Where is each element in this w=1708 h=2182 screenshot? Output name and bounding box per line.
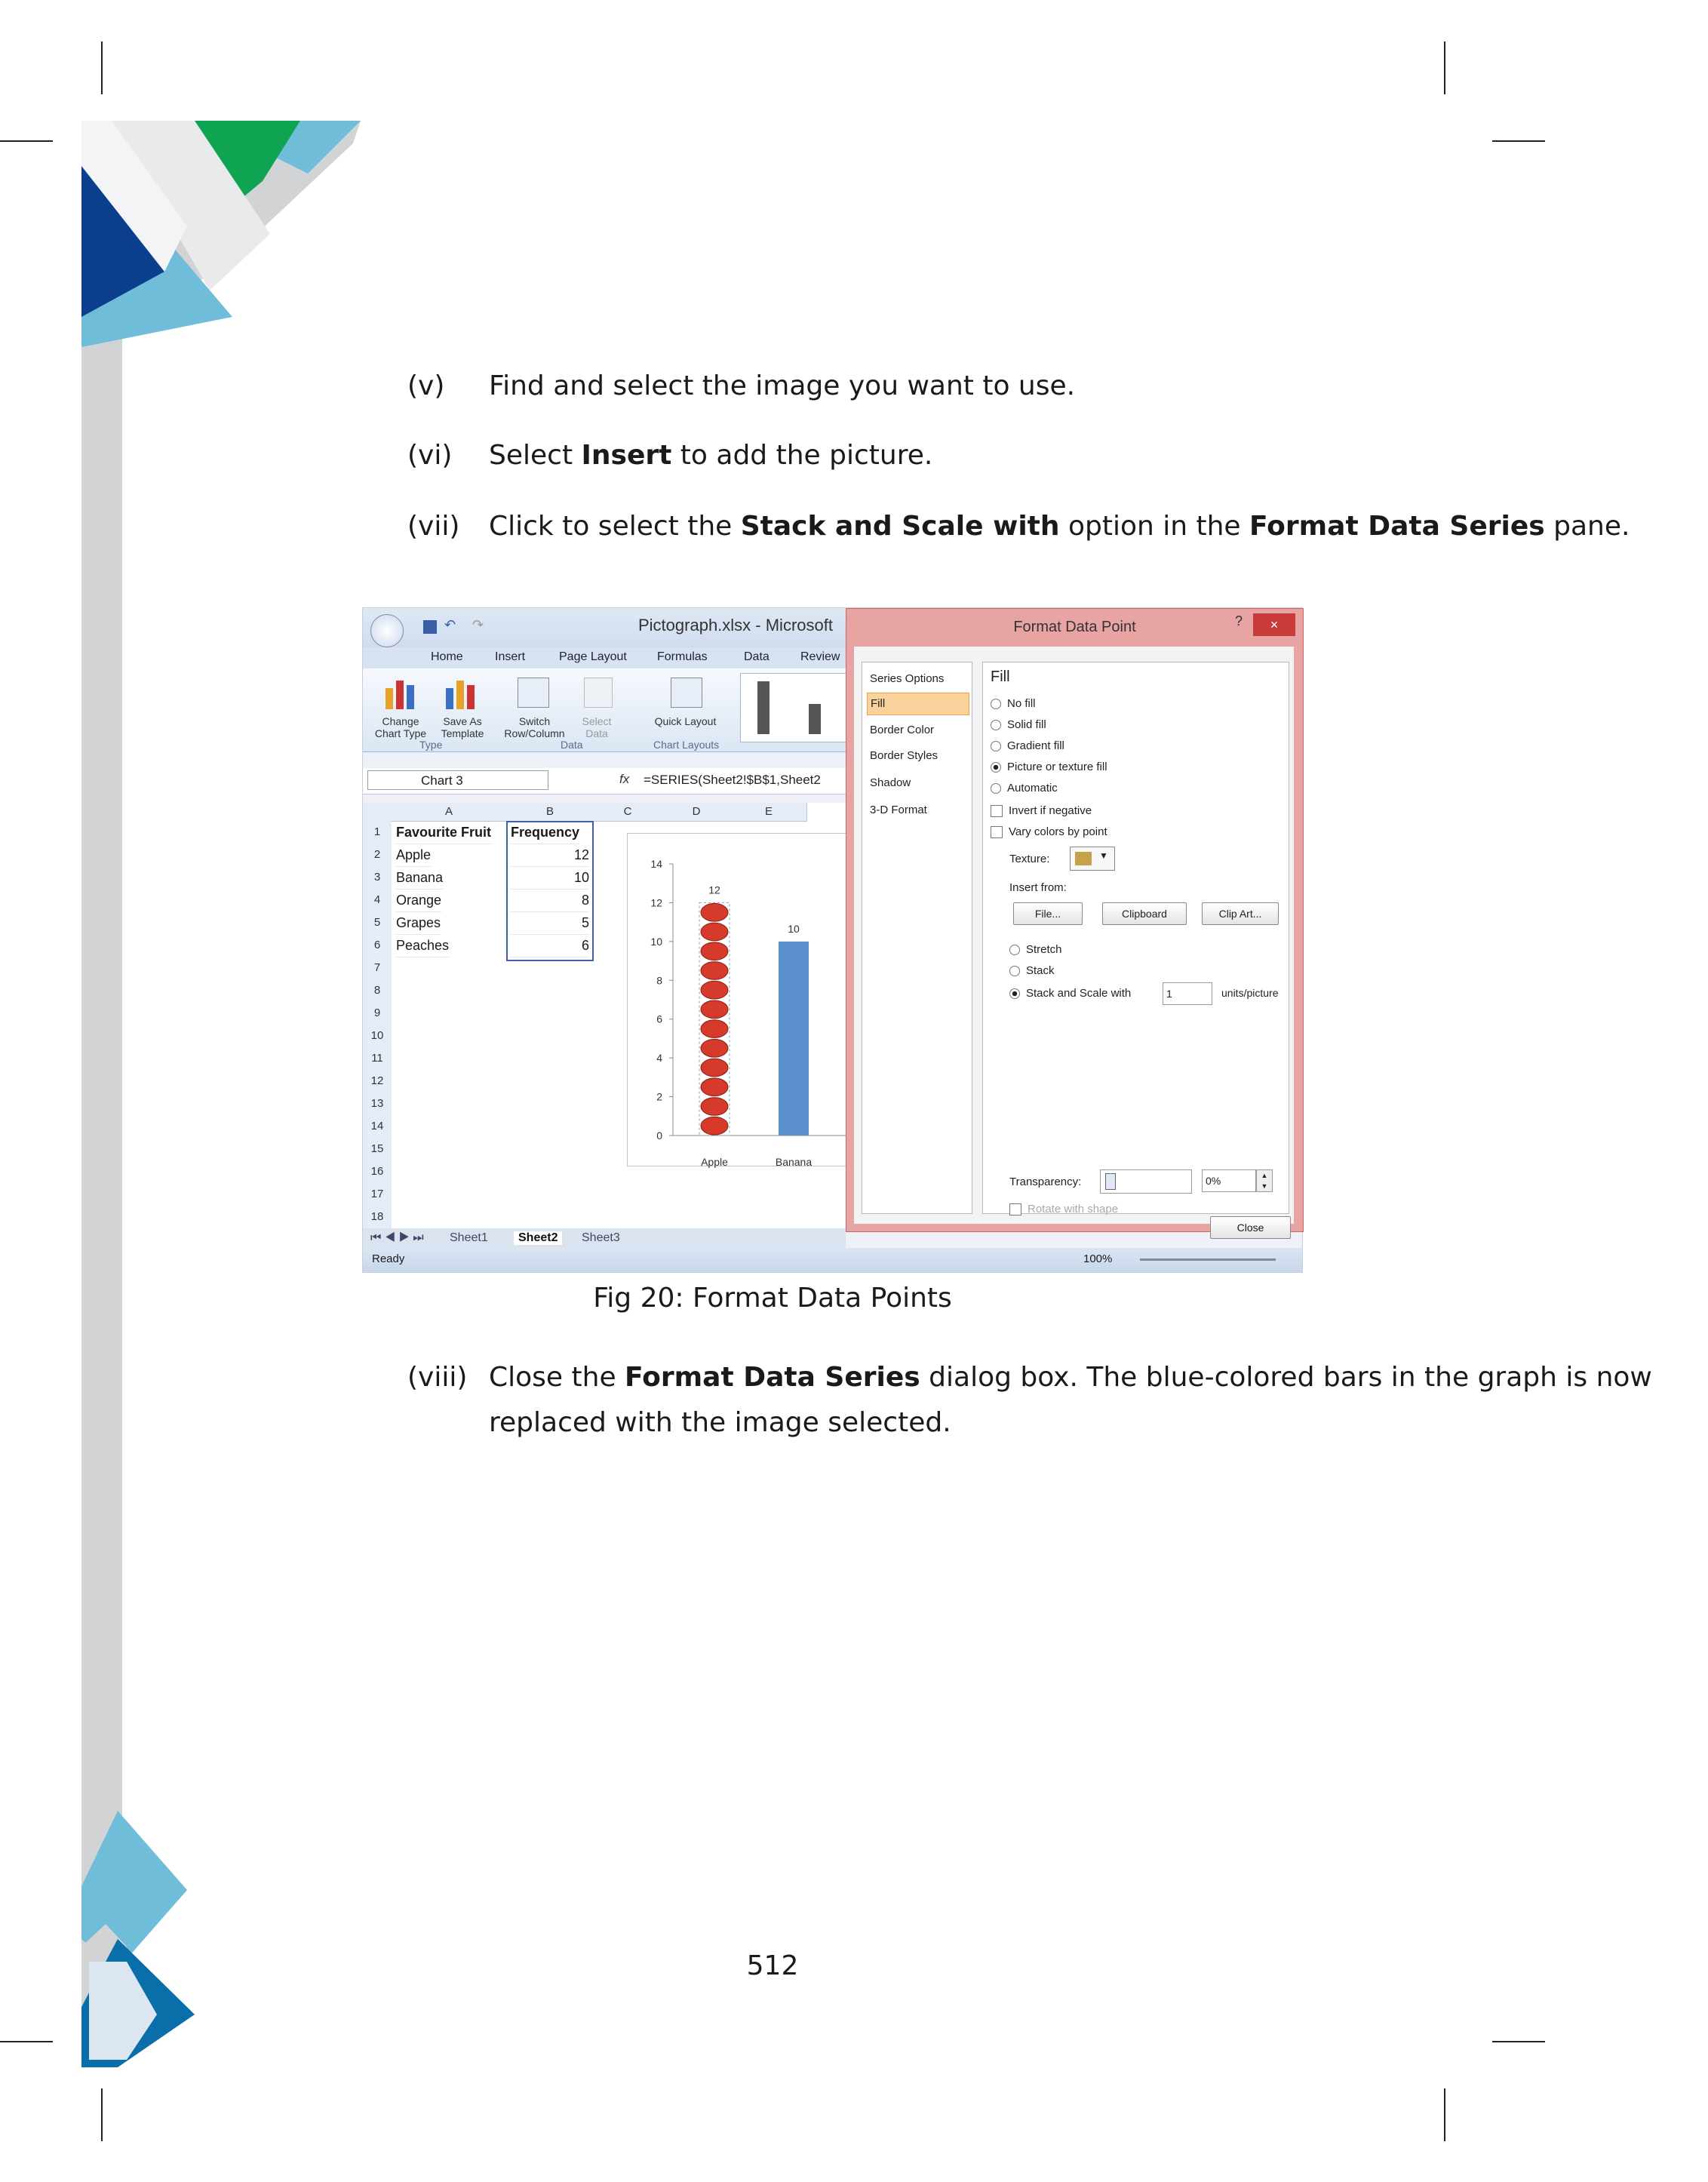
crop-mark xyxy=(0,140,53,142)
y-tick-label: 2 xyxy=(656,1090,662,1103)
checkbox-icon[interactable] xyxy=(991,826,1003,838)
select-data-button[interactable]: Select Data xyxy=(582,715,612,739)
side-strip xyxy=(81,121,122,2061)
chevron-down-icon: ▼ xyxy=(1099,850,1108,861)
table-header[interactable]: Frequency xyxy=(511,821,579,844)
row-header[interactable]: 4 xyxy=(363,889,392,912)
spinner-icon[interactable]: ▲ ▼ xyxy=(1256,1169,1273,1192)
row-header[interactable]: 3 xyxy=(363,866,392,890)
row-header[interactable]: 11 xyxy=(363,1047,392,1071)
step-text: Click to select the Stack and Scale with option in the Format Data Series pane. xyxy=(489,511,1630,542)
table-cell[interactable]: 6 xyxy=(511,934,589,957)
y-tick-label: 14 xyxy=(650,858,662,870)
quick-layout-button[interactable]: Quick Layout xyxy=(654,715,717,727)
radio-icon[interactable] xyxy=(991,699,1001,709)
quick-layout-icon[interactable] xyxy=(671,678,702,708)
change-chart-type-icon[interactable] xyxy=(386,678,417,709)
checkbox-icon[interactable] xyxy=(1009,1203,1021,1215)
option-automatic[interactable]: Automatic xyxy=(991,779,1058,798)
table-cell[interactable]: Grapes xyxy=(396,911,441,935)
column-header[interactable]: A xyxy=(392,803,507,822)
tab-home[interactable]: Home xyxy=(431,650,463,663)
sheet-tab-active[interactable]: Sheet2 xyxy=(514,1231,562,1245)
dialog-body xyxy=(854,647,1294,1234)
formula-input[interactable]: =SERIES(Sheet2!$B$1,Sheet2 xyxy=(644,773,821,787)
file-button[interactable]: File... xyxy=(1013,902,1083,925)
tab-review[interactable]: Review xyxy=(800,650,840,663)
y-tick-label: 4 xyxy=(656,1052,662,1065)
insert-from-label: Insert from: xyxy=(1009,881,1067,894)
bar xyxy=(779,942,809,1136)
sheet-nav-icon[interactable]: ⏮ ◀ ▶ ⏭ xyxy=(370,1231,424,1244)
checkbox-icon[interactable] xyxy=(991,805,1003,817)
dialog-title: Format Data Point xyxy=(1013,619,1136,635)
row-header[interactable]: 13 xyxy=(363,1093,392,1116)
transparency-input[interactable]: 0% xyxy=(1202,1169,1256,1192)
fill-pane xyxy=(982,662,1289,1214)
zoom-level[interactable]: 100% xyxy=(1083,1252,1113,1265)
y-tick-label: 0 xyxy=(656,1129,662,1142)
row-header[interactable]: 2 xyxy=(363,844,392,867)
option-stretch[interactable]: Stretch xyxy=(1009,940,1062,960)
office-button[interactable] xyxy=(370,614,404,647)
row-header[interactable]: 5 xyxy=(363,911,392,935)
radio-icon[interactable] xyxy=(991,783,1001,794)
name-box[interactable]: Chart 3 xyxy=(367,770,548,790)
check-invert-negative[interactable]: Invert if negative xyxy=(991,801,1092,821)
table-cell[interactable]: 10 xyxy=(511,866,589,890)
table-cell[interactable]: Peaches xyxy=(396,934,449,957)
column-header[interactable]: E xyxy=(731,803,807,822)
dialog-nav xyxy=(862,662,972,1214)
undo-icon[interactable]: ↶ xyxy=(444,617,456,632)
data-label: 10 xyxy=(788,922,800,935)
tab-data[interactable]: Data xyxy=(744,650,770,663)
row-header[interactable]: 7 xyxy=(363,957,392,980)
fill-heading: Fill xyxy=(991,668,1010,685)
row-header[interactable]: 18 xyxy=(363,1206,392,1229)
tomato-picture-mark xyxy=(701,923,728,941)
tomato-picture-mark xyxy=(701,1078,728,1096)
sheet-tab[interactable]: Sheet1 xyxy=(450,1231,488,1244)
transparency-label: Transparency: xyxy=(1009,1176,1082,1188)
row-header[interactable]: 16 xyxy=(363,1160,392,1184)
column-header[interactable]: C xyxy=(594,803,662,822)
close-button[interactable]: Close xyxy=(1210,1216,1291,1239)
option-gradient-fill[interactable]: Gradient fill xyxy=(991,736,1064,756)
group-chart-layouts-label: Chart Layouts xyxy=(653,739,720,751)
row-header[interactable]: 12 xyxy=(363,1070,392,1093)
group-type-label: Type xyxy=(419,739,443,751)
table-header[interactable]: Favourite Fruit xyxy=(396,821,491,844)
step-number: (vi) xyxy=(407,440,453,471)
nav-shadow[interactable]: Shadow xyxy=(870,776,911,789)
step-number: (vii) xyxy=(407,511,460,542)
save-as-template-button[interactable]: Save As Template xyxy=(441,715,484,739)
option-solid-fill[interactable]: Solid fill xyxy=(991,715,1046,735)
transparency-slider[interactable] xyxy=(1100,1169,1192,1194)
row-header[interactable]: 17 xyxy=(363,1183,392,1206)
texture-icon xyxy=(1075,852,1092,865)
tab-formulas[interactable]: Formulas xyxy=(657,650,708,663)
radio-selected-icon[interactable] xyxy=(991,762,1001,773)
table-cell[interactable]: Banana xyxy=(396,866,443,890)
status-bar xyxy=(363,1248,1302,1272)
corner-header[interactable] xyxy=(363,803,392,822)
radio-icon[interactable] xyxy=(991,741,1001,751)
clipboard-button[interactable]: Clipboard xyxy=(1102,902,1187,925)
table-cell[interactable]: 5 xyxy=(511,911,589,935)
category-label: Banana xyxy=(775,1156,813,1168)
crop-mark xyxy=(1444,2088,1445,2141)
texture-label: Texture: xyxy=(1009,853,1050,865)
step-text: Close the Format Data Series dialog box. The blue-colored bars in the graph is now replaced with the image selected. xyxy=(489,1362,1652,1438)
save-icon[interactable] xyxy=(423,620,437,634)
radio-icon[interactable] xyxy=(991,720,1001,730)
tomato-picture-mark xyxy=(701,903,728,921)
sheet-tab[interactable]: Sheet3 xyxy=(582,1231,620,1244)
tomato-picture-mark xyxy=(701,1020,728,1038)
table-cell[interactable]: 8 xyxy=(511,889,589,912)
step-number: (v) xyxy=(407,370,445,401)
switch-row-column-icon[interactable] xyxy=(518,678,549,708)
switch-row-column-button[interactable]: Switch Row/Column xyxy=(504,715,565,739)
chart-styles-gallery[interactable] xyxy=(740,673,847,742)
y-tick-label: 10 xyxy=(650,935,662,948)
page-number: 512 xyxy=(746,1950,799,1981)
row-header[interactable]: 14 xyxy=(363,1115,392,1139)
tomato-picture-mark xyxy=(701,1117,728,1135)
save-template-icon[interactable] xyxy=(446,678,478,709)
units-input[interactable]: 1 xyxy=(1163,982,1212,1005)
check-rotate-with-shape[interactable]: Rotate with shape xyxy=(1009,1200,1118,1219)
row-header[interactable]: 1 xyxy=(363,821,392,844)
radio-icon[interactable] xyxy=(1009,966,1020,976)
row-header[interactable]: 10 xyxy=(363,1025,392,1048)
tomato-picture-mark xyxy=(701,981,728,999)
tab-insert[interactable]: Insert xyxy=(495,650,526,663)
units-label: units/picture xyxy=(1221,987,1279,999)
table-cell[interactable]: 12 xyxy=(511,844,589,867)
step-number: (viii) xyxy=(407,1362,468,1393)
tomato-picture-mark xyxy=(701,962,728,980)
tomato-picture-mark xyxy=(701,942,728,960)
crop-mark xyxy=(101,41,103,94)
category-label: Apple xyxy=(701,1156,728,1168)
column-header[interactable]: D xyxy=(662,803,732,822)
excel-screenshot xyxy=(362,607,1303,1273)
clip-art-button[interactable]: Clip Art... xyxy=(1202,902,1279,925)
corner-decoration-bottom xyxy=(81,1811,202,2067)
nav-border-styles[interactable]: Border Styles xyxy=(870,749,938,762)
y-tick-label: 8 xyxy=(656,974,662,987)
function-icon[interactable]: fx xyxy=(619,772,630,786)
crop-mark xyxy=(1492,140,1545,142)
nav-series-options[interactable]: Series Options xyxy=(870,672,945,685)
sheet-tabs xyxy=(363,1228,846,1248)
group-data-label: Data xyxy=(561,739,583,751)
help-icon[interactable]: ? xyxy=(1234,613,1243,628)
data-label: 12 xyxy=(708,884,720,896)
radio-selected-icon[interactable] xyxy=(1009,988,1020,999)
step-text: Find and select the image you want to use. xyxy=(489,370,1076,401)
radio-icon[interactable] xyxy=(1009,945,1020,955)
option-stack-and-scale[interactable]: Stack and Scale with xyxy=(1009,984,1131,1003)
nav-3d-format[interactable]: 3-D Format xyxy=(870,804,927,816)
option-stack[interactable]: Stack xyxy=(1009,961,1055,981)
row-header[interactable]: 8 xyxy=(363,979,392,1003)
crop-mark xyxy=(0,2041,53,2042)
change-chart-type-button[interactable]: Change Chart Type xyxy=(374,715,427,739)
tomato-picture-mark xyxy=(701,1000,728,1019)
y-tick-label: 6 xyxy=(656,1013,662,1025)
check-vary-colors[interactable]: Vary colors by point xyxy=(991,822,1107,842)
nav-border-color[interactable]: Border Color xyxy=(870,724,935,736)
crop-mark xyxy=(101,2088,103,2141)
row-header[interactable]: 9 xyxy=(363,1002,392,1025)
tomato-picture-mark xyxy=(701,1059,728,1077)
redo-icon[interactable]: ↷ xyxy=(472,617,484,632)
close-icon[interactable]: × xyxy=(1253,613,1295,636)
crop-mark xyxy=(1492,2041,1545,2042)
slider-thumb[interactable] xyxy=(1105,1173,1116,1190)
crop-mark xyxy=(1444,41,1445,94)
tab-page-layout[interactable]: Page Layout xyxy=(559,650,627,663)
status-text: Ready xyxy=(372,1252,405,1265)
y-tick-label: 12 xyxy=(650,896,662,909)
tomato-picture-mark xyxy=(701,1039,728,1057)
zoom-slider[interactable] xyxy=(1140,1258,1276,1261)
table-cell[interactable]: Apple xyxy=(396,844,431,867)
column-header[interactable]: B xyxy=(506,803,594,822)
option-picture-fill[interactable]: Picture or texture fill xyxy=(991,758,1107,777)
texture-dropdown[interactable] xyxy=(1070,847,1115,871)
tomato-picture-mark xyxy=(701,1098,728,1116)
option-no-fill[interactable]: No fill xyxy=(991,694,1036,714)
row-header[interactable]: 15 xyxy=(363,1138,392,1161)
figure-caption: Fig 20: Format Data Points xyxy=(593,1283,952,1314)
row-header[interactable]: 6 xyxy=(363,934,392,957)
nav-fill[interactable]: Fill xyxy=(867,693,969,715)
format-data-point-dialog xyxy=(846,608,1304,1232)
corner-decoration-top xyxy=(81,121,361,392)
selection-range xyxy=(506,821,594,961)
window-title: Pictograph.xlsx - Microsoft xyxy=(638,616,833,635)
select-data-icon[interactable] xyxy=(584,678,613,708)
table-cell[interactable]: Orange xyxy=(396,889,441,912)
step-text: Select Insert to add the picture. xyxy=(489,440,933,471)
